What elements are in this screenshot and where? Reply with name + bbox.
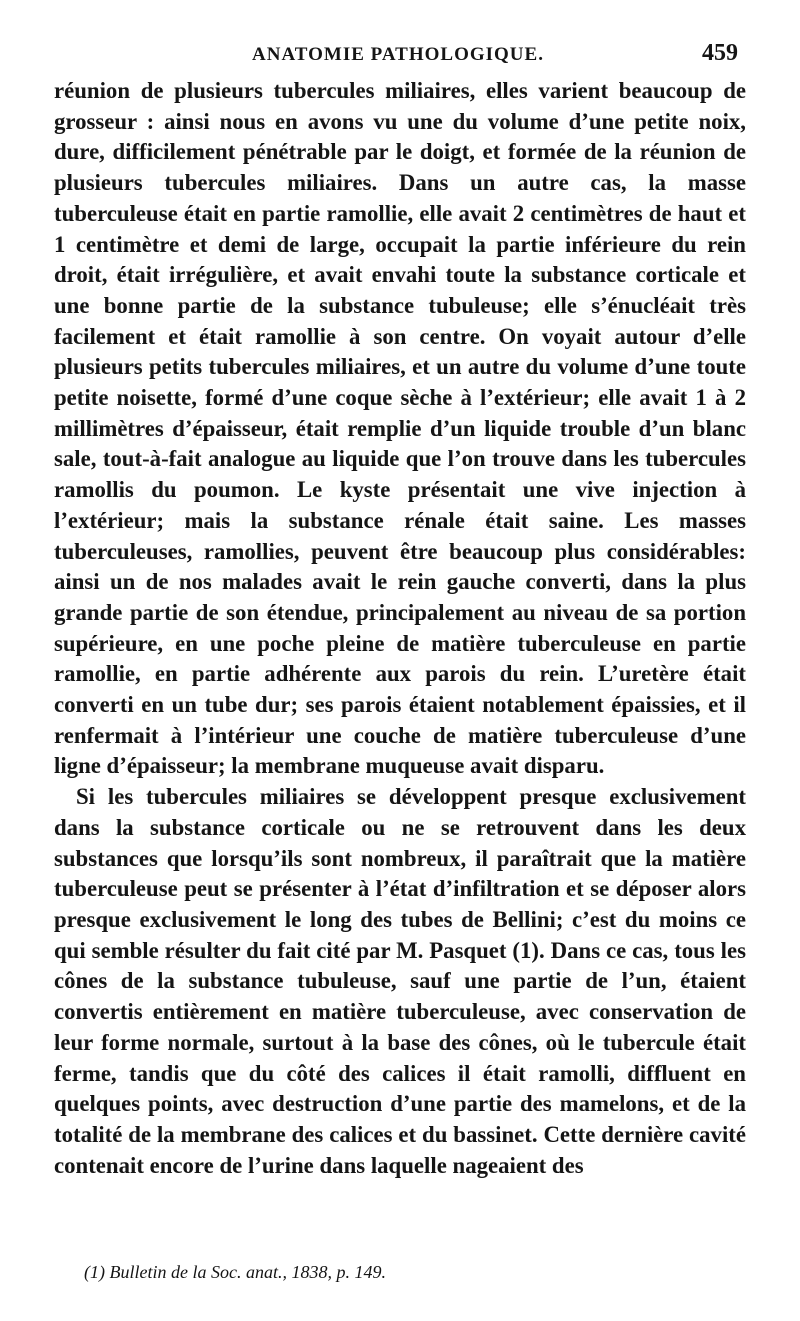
paragraph-2: Si les tubercules miliaires se développent presque exclusivement dans la substance corticale ou ne se retrouvent dans les deux substances que lorsqu’ils sont nombreux, il paraîtrait que la matière tuberculeuse peut se présenter à l’état d’infiltration et se déposer alors presque exclusivement le long des tubes de Bellini; c’est du moins ce qui semble résulter du fait cité par M. Pasquet (1). Dans ce cas, tous les cônes de la substance tubuleuse, sauf une partie de l’un, étaient convertis entièrement en matière tuberculeuse, avec conservation de leur forme normale, surtout à la base des cônes, où le tubercule était ferme, tandis que du côté des calices il était ramolli, diffluent en quelques points, avec destruction d’une partie des mamelons, et de la totalité de la membrane des calices et du bassinet. Cette dernière cavité contenait encore de l’urine dans laquelle nageaient des — [54, 784, 746, 1178]
body-text — [54, 76, 746, 1181]
page-number: 459 — [702, 40, 738, 66]
footnote: (1) Bulletin de la Soc. anat., 1838, p. 149. — [84, 1262, 386, 1282]
running-head — [52, 40, 744, 76]
running-title: ANATOMIE PATHOLOGIQUE. — [252, 44, 544, 65]
paragraph-1: réunion de plusieurs tubercules miliaires, elles varient beaucoup de grosseur : ainsi nous en avons vu une du volume d’une petite noix, dure, difficilement pénétrable par le doigt, et formée de la réunion de plusieurs tubercules miliaires. Dans un autre cas, la masse tuberculeuse était en partie ramollie, elle avait 2 centimètres de haut et 1 centimètre et demi de large, occupait la partie inférieure du rein droit, était irrégulière, et avait envahi toute la substance corticale et une bonne partie de la substance tubuleuse; elle s’énucléait très facilement et était ramollie à son centre. On voyait autour d’elle plusieurs petits tubercules miliaires, et un autre du volume d’une toute petite noisette, formé d’une coque sèche à l’extérieur; elle avait 1 à 2 millimètres d’épaisseur, était remplie d’un liquide trouble d’un blanc sale, tout-à-fait analogue au liquide que l’on trouve dans les tubercules ramollis du poumon. Le kyste présentait une vive injection à l’extérieur; mais la substance rénale était saine. Les masses tuberculeuses, ramollies, peuvent être beaucoup plus considérables: ainsi un de nos malades avait le rein gauche converti, dans la plus grande partie de son étendue, principalement au niveau de sa portion supérieure, en une poche pleine de matière tuberculeuse en partie ramollie, en partie adhérente aux parois du rein. L’uretère était converti en un tube dur; ses parois étaient notablement épaissies, et il renfermait à l’intérieur une couche de matière tuberculeuse d’une ligne d’épaisseur; la membrane muqueuse avait disparu. — [54, 78, 746, 779]
